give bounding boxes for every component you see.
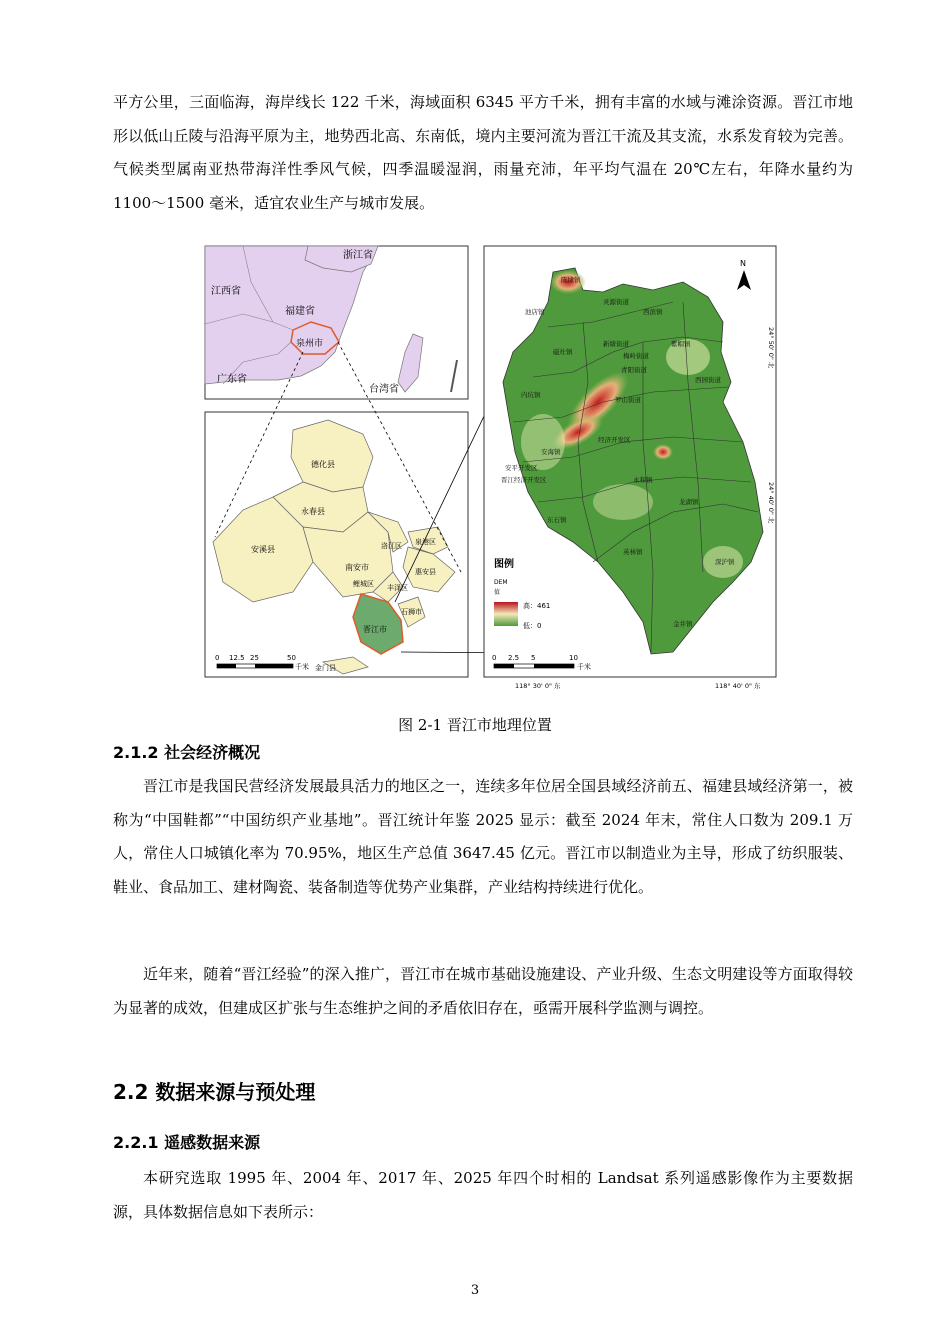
town-label-4: 磁灶镇 (553, 348, 573, 356)
lon-label-0: 118° 30' 0" 东 (515, 682, 561, 690)
town-label-14: 英林镇 (623, 548, 643, 556)
qz-scale-tick-1: 12.5 (229, 654, 245, 662)
town-label-7: 内坑镇 (521, 391, 541, 399)
label-quanzhou: 泉州市 (296, 339, 324, 349)
lon-label-1: 118° 40' 0" 东 (715, 682, 761, 690)
jj-scale-tick-2: 5 (531, 654, 536, 662)
section-heading-2-2-1: 2.2.1 遥感数据来源 (113, 1133, 261, 1152)
label-licheng: 鲤城区 (353, 580, 374, 588)
location-map-figure (203, 242, 778, 695)
town-label-16: 龙湖镇 (679, 498, 699, 506)
town-label-11: 西园街道 (695, 376, 721, 384)
figure-caption: 图 2-1 晋江市地理位置 (398, 716, 552, 734)
label-shishi: 石狮市 (401, 608, 422, 616)
town-label-9: 青阳街道 (621, 366, 647, 374)
label-dehua: 德化县 (311, 460, 335, 469)
lat-label-0: 24° 50' 0" 北 (767, 327, 775, 369)
legend-dem: DEM (494, 579, 508, 586)
label-quangang: 泉港区 (415, 538, 436, 546)
label-huian: 惠安县 (415, 568, 436, 576)
legend-high: 高：461 (523, 602, 551, 610)
jj-scale-tick-1: 2.5 (508, 654, 520, 662)
qz-scale-tick-3: 50 (287, 654, 296, 662)
town-label-3: 西滨镇 (643, 308, 663, 316)
legend-low: 低：0 (523, 622, 542, 630)
label-taiwan: 台湾省 (369, 384, 399, 395)
qz-scale-tick-0: 0 (215, 654, 220, 662)
label-kinmen: 金门县 (315, 664, 336, 672)
qz-scale-unit: 千米 (295, 663, 309, 671)
legend-value: 值 (494, 589, 501, 596)
label-nanan: 南安市 (345, 563, 369, 572)
label-luojiang: 洛江区 (381, 542, 402, 550)
town-label-6: 紫帽镇 (671, 340, 691, 348)
town-label-8: 梅岭街道 (623, 352, 649, 360)
town-label-21: 经济开发区 (598, 436, 631, 444)
dem-color-ramp (494, 602, 518, 626)
page-number: 3 (470, 1283, 480, 1298)
qz-scale-tick-2: 25 (250, 654, 259, 662)
town-label-17: 深沪镇 (715, 558, 735, 566)
section-heading-2-1-2: 2.1.2 社会经济概况 (113, 743, 261, 762)
jj-scale-tick-3: 10 (569, 654, 578, 662)
town-label-12: 安海镇 (541, 448, 561, 456)
label-guangdong: 广东省 (217, 374, 247, 385)
label-anxi: 安溪县 (251, 545, 275, 554)
label-fujian: 福建省 (285, 306, 315, 317)
intro-paragraph: 平方公里，三面临海，海岸线长 122 千米，海域面积 6345 平方千米，拥有丰富的水域与滩涂资源。晋江市地形以低山丘陵与沿海平原为主，地势西北高、东南低，境内主要河流为晋江干流及其支流，水系发育较为完善。气候类型属南亚热带海洋性季风气候，四季温暖湿润，雨量充沛，年平均气温在 20℃左右，年降水量约为 1100～1500 毫米，适宜农业生产与城市发展。 (113, 93, 853, 212)
town-label-10: 罗山街道 (615, 396, 641, 404)
label-jinjiang: 晋江市 (363, 625, 387, 634)
label-jiangxi: 江西省 (211, 286, 241, 297)
town-label-5: 新塘街道 (603, 340, 629, 348)
town-label-1: 池店镇 (525, 308, 545, 316)
north-label: N (740, 259, 746, 268)
town-label-0: 陈埭镇 (561, 276, 581, 284)
jj-scale-unit: 千米 (577, 663, 591, 671)
fujian-inset (205, 246, 468, 399)
town-label-2: 灵源街道 (603, 298, 629, 306)
label-fengze: 丰泽区 (387, 584, 408, 592)
jj-scale-tick-0: 0 (492, 654, 497, 662)
social-economy-paragraph-1: 晋江市是我国民营经济发展最具活力的地区之一，连续多年位居全国县域经济前五、福建县域经济第一，被称为“中国鞋都”“中国纺织产业基地”。晋江统计年鉴 2025 显示：截至 2024 年末，常住人口数为 209.1 万人，常住人口城镇化率为 70.95%，地区生产总值 3647.45 亿元。晋江市以制造业为主导，形成了纺织服装、鞋业、食品加工、建材陶瓷、装备制造等优势产业集群，产业结构持续进行优化。 (113, 777, 853, 896)
label-zhejiang: 浙江省 (343, 250, 373, 261)
town-label-13: 东石镇 (547, 516, 567, 524)
jinjiang-dem-inset (484, 246, 776, 690)
label-yongchun: 永春县 (301, 507, 325, 516)
lat-label-1: 24° 40' 0" 北 (767, 482, 775, 524)
remote-sensing-paragraph: 本研究选取 1995 年、2004 年、2017 年、2025 年四个时相的 Landsat 系列遥感影像作为主要数据源，具体数据信息如下表所示： (113, 1169, 853, 1221)
town-label-15: 永和镇 (633, 476, 653, 484)
quanzhou-inset (205, 412, 468, 677)
social-economy-paragraph-2: 近年来，随着“晋江经验”的深入推广，晋江市在城市基础设施建设、产业升级、生态文明建设等方面取得较为显著的成效，但建成区扩张与生态维护之间的矛盾依旧存在，亟需开展科学监测与调控。 (113, 965, 853, 1017)
town-label-20: 晋江经济开发区 (501, 476, 547, 484)
town-label-19: 安平开发区 (505, 464, 538, 472)
town-label-18: 金井镇 (673, 620, 693, 628)
section-heading-2-2: 2.2 数据来源与预处理 (113, 1080, 316, 1104)
legend-title: 图例 (494, 559, 514, 570)
